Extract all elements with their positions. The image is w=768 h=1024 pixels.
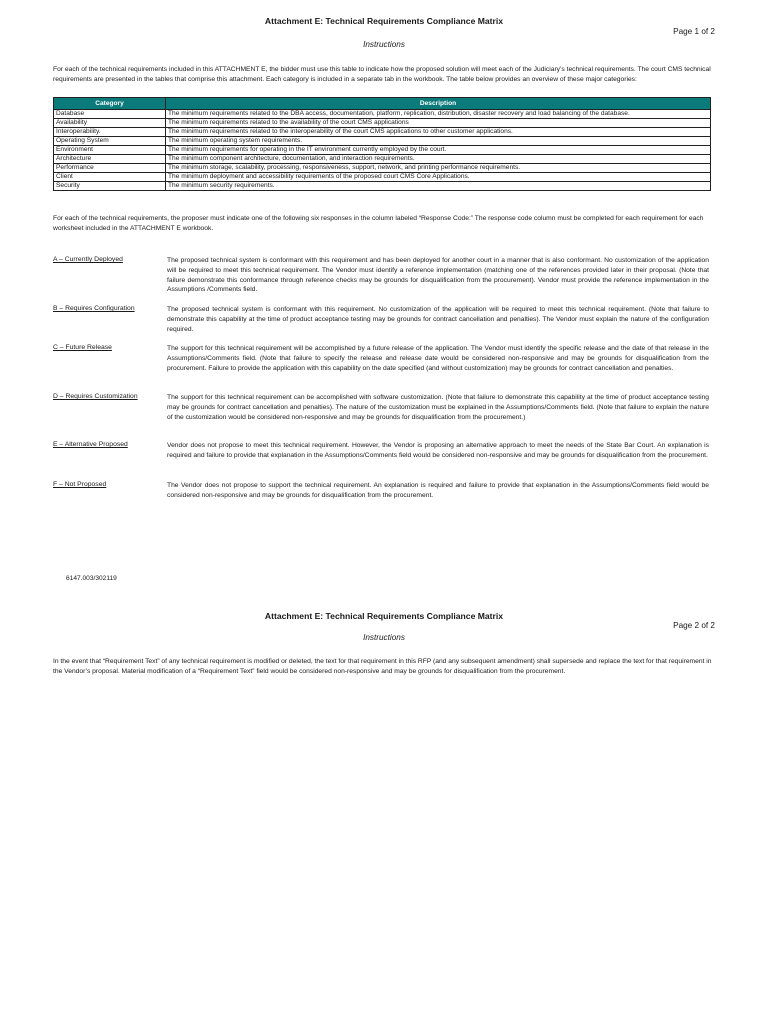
response-code-description: The support for this technical requirement can be accomplished with software customization. (Note that failure to demonstrate this capability at the time of product acceptance testing may be grounds for contract cancellation and penalties). The nature of the customization must be explained in the Assumptions/Comments field. (Note that failure to explain the nature of the customization would be considered non-responsive and may be grounds for disqualification from the procurement.) xyxy=(167,394,709,421)
table-row xyxy=(54,173,711,182)
category-cell: Availability xyxy=(54,119,166,128)
description-cell: The minimum requirements related to the DBA access, documentation, platform, replication, distribution, disaster recovery and load balancing of the database. xyxy=(166,110,711,119)
response-code-description: The proposed technical system is conformant with this requirement and has been deployed for another court in a manner that is also conformant. No customization of the application will be required to meet this technical requirement. The Vendor must identify a reference implementation (matching one of the references provided later in their proposal. (Note that failure demonstrate this conformance through reference checks may be grounds for disqualification from the procurement). Vendor must provide the reference implementation in the Assumptions /Comments field. xyxy=(167,257,709,294)
page-title: Attachment E: Technical Requirements Compliance Matrix xyxy=(264,16,504,26)
description-cell: The minimum requirements related to the availability of the court CMS applications xyxy=(166,119,711,128)
response-code-label: E – Alternative Proposed xyxy=(53,441,128,448)
table-row xyxy=(54,146,711,155)
description-cell: The minimum requirements related to the interoperability of the court CMS applications to other customer applications. xyxy=(166,128,711,137)
page-number: Page 1 of 2 xyxy=(673,27,715,36)
response-code-label: F – Not Proposed xyxy=(53,481,107,488)
description-cell: The minimum security requirements. xyxy=(166,182,711,191)
category-cell: Client xyxy=(54,173,166,182)
page-subtitle: Instructions xyxy=(363,40,405,49)
description-cell: The minimum operating system requirements. xyxy=(166,137,711,146)
page-title: Attachment E: Technical Requirements Compliance Matrix xyxy=(264,611,504,621)
response-code-label: B – Requires Configuration xyxy=(53,305,135,312)
document-page-2 xyxy=(0,600,768,1024)
category-cell: Database xyxy=(54,110,166,119)
response-code-label: D – Requires Customization xyxy=(53,393,138,400)
document-code: 6147.003/302119 xyxy=(66,575,117,582)
category-cell: Performance xyxy=(54,164,166,173)
response-code-label: C – Future Release xyxy=(53,344,112,351)
table-row xyxy=(54,164,711,173)
description-cell: The minimum requirements for operating in the IT environment currently employed by the court. xyxy=(166,146,711,155)
page-subtitle: Instructions xyxy=(363,633,405,642)
category-table xyxy=(53,97,711,191)
response-code-description: The support for this technical requirement will be accomplished by a future release of the application. The Vendor must identify the specific release and the date of that release in the Assumptions/Comments field. (Note that failure to specify the release and release date would be considered non-responsive and may be grounds for disqualification from the procurement. Failure to provide the application with this capability on the date specified (and without customization) may be grounds for contract cancellation and penalties. xyxy=(167,345,709,372)
response-code-description: Vendor does not propose to meet this technical requirement. However, the Vendor is proposing an alternative approach to meet the needs of the State Bar Court. An explanation is required and failure to provide that explanation in the Assumptions/Comments field would be considered non-responsive and may be grounds for disqualification from the procurement. xyxy=(167,442,709,459)
description-cell: The minimum component architecture, documentation, and interaction requirements. xyxy=(166,155,711,164)
description-cell: The minimum storage, scalability, processing, responsiveness, support, network, and printing performance requirements. xyxy=(166,164,711,173)
category-cell: Environment xyxy=(54,146,166,155)
table-row xyxy=(54,137,711,146)
page-number: Page 2 of 2 xyxy=(673,621,715,630)
table-row xyxy=(54,110,711,119)
response-code-label: A – Currently Deployed xyxy=(53,256,123,263)
description-column-header: Description xyxy=(166,98,711,110)
table-row xyxy=(54,119,711,128)
category-cell: Operating System xyxy=(54,137,166,146)
category-table-header xyxy=(54,98,711,110)
body-paragraph: In the event that “Requirement Text” of any technical requirement is modified or deleted, the text for that requirement in this RFP (and any subsequent amendment) shall supersede and replace the text for that requirement in the Vendor’s proposal. Material modification of a “Requirement Text” field would be considered non-responsive and may be grounds for disqualification from the procurement. xyxy=(53,658,712,675)
response-intro-paragraph: For each of the technical requirements, the proposer must indicate one of the following six responses in the column labeled “Response Code:” The response code column must be completed for each requirement for each worksheet included in the ATTACHMENT E workbook. xyxy=(53,215,704,232)
description-cell: The minimum deployment and accessibility requirements of the proposed court CMS Core Applications. xyxy=(166,173,711,182)
table-row xyxy=(54,155,711,164)
category-cell: Architecture xyxy=(54,155,166,164)
response-code-description: The proposed technical system is conformant with this requirement. No customization of the application will be required to meet this technical requirement. (Note that failure to demonstrate this capability at the time of product acceptance testing may be grounds for contract cancellation and penalties). The Vendor must explain the nature of the configuration required. xyxy=(167,306,709,333)
table-row xyxy=(54,182,711,191)
intro-paragraph: For each of the technical requirements included in this ATTACHMENT E, the bidder must use this table to indicate how the proposed solution will meet each of the Judiciary’s technical requirements. The court CMS technical requirements are presented in the tables that comprise this attachment. Each category is included in a separate tab in the workbook. The table below provides an overview of these major categories: xyxy=(53,66,711,83)
category-cell: Security xyxy=(54,182,166,191)
category-cell: Interoperability. xyxy=(54,128,166,137)
table-row xyxy=(54,128,711,137)
category-column-header: Category xyxy=(54,98,166,110)
response-code-description: The Vendor does not propose to support the technical requirement. An explanation is required and failure to provide that explanation in the Assumptions/Comments field would be considered non-responsive and may be grounds for disqualification from the procurement. xyxy=(167,482,709,499)
